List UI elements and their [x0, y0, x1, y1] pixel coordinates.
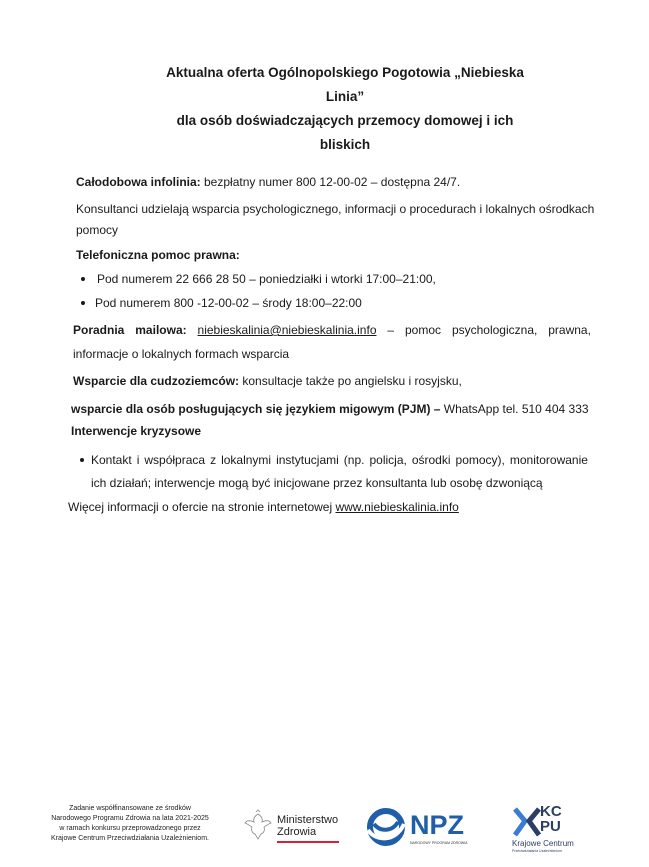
interwencje-word: policja, [369, 453, 407, 467]
pjm-line [71, 402, 589, 416]
interwencje-heading: Interwencje kryzysowe [71, 424, 202, 438]
kcpu-letters-1: KC [540, 803, 562, 820]
konsultanci-line-2: pomocy [76, 223, 119, 237]
npz-subtitle: NARODOWY PROGRAM ZDROWIA [410, 841, 468, 845]
ministerstwo-zdrowia-logo [243, 808, 343, 848]
kcpu-name: Krajowe Centrum [512, 839, 574, 848]
title-line-1: Aktualna oferta Ogólnopolskiego Pogotowia „Niebieska [166, 65, 524, 80]
mailowa-word: – [387, 323, 395, 337]
infolinia-text: bezpłatny numer 800 12-00-02 – dostępna 24/7. [200, 175, 461, 189]
cudzoziemcy-text: konsultacje także po angielsku i rosyjsku, [239, 374, 462, 388]
sponsor-line: Narodowego Programu Zdrowia na lata 2021-2025 [51, 815, 209, 822]
kcpu-letters-2: PU [540, 818, 561, 835]
mz-line-2: Zdrowia [277, 826, 317, 838]
interwencje-word: i [136, 453, 140, 467]
sponsor-line: Zadanie współfinansowane ze środków [69, 805, 191, 812]
sponsor-line: Krajowe Centrum Przeciwdziałania Uzależnieniom. [51, 835, 209, 842]
mailowa-word: prawna, [548, 323, 591, 337]
prawna-item-1: Pod numerem 22 666 28 50 – poniedziałki i wtorki 17:00–21:00, [97, 272, 436, 286]
interwencje-word: ośrodki [411, 453, 451, 467]
website-link[interactable]: www.niebieskalinia.info [335, 500, 459, 514]
kcpu-logo [512, 803, 582, 856]
mailowa-word: mailowa: [135, 323, 187, 337]
interwencje-word: lokalnymi [221, 453, 272, 467]
sponsor-note [30, 804, 230, 844]
mailowa-line-1 [73, 323, 591, 337]
pjm-text: WhatsApp tel. 510 404 333 [440, 402, 589, 416]
kcpu-letters [540, 804, 562, 834]
interwencje-line-1 [91, 453, 588, 467]
mailowa-word: pomoc [405, 323, 442, 337]
cudzoziemcy-line [73, 374, 462, 388]
mz-text [277, 814, 338, 838]
sponsor-line: w ramach konkursu przeprowadzonego przez [59, 825, 201, 832]
pjm-label: wsparcie dla osób posługujących się językiem migowym (PJM) – [71, 402, 441, 416]
wiecej-line [68, 500, 459, 514]
kcpu-subtitle: Przeciwdziałania Uzależnieniom [512, 849, 562, 853]
npz-swirl-icon [364, 808, 408, 846]
prawna-item-2: Pod numerem 800 -12-00-02 – środy 18:00–22:00 [95, 296, 362, 310]
interwencje-word: instytucjami [276, 453, 339, 467]
interwencje-word: współpraca [144, 453, 206, 467]
interwencje-line-2: ich działań; interwencje mogą być inicjowane przez konsultanta lub osobę dzwoniącą [91, 476, 543, 490]
mz-red-bar [277, 841, 339, 843]
cudzoziemcy-label: Wsparcie dla cudzoziemców: [73, 374, 240, 388]
mailowa-word: Poradnia [73, 323, 125, 337]
npz-text: NPZ [410, 810, 464, 840]
infolinia-line [76, 175, 460, 189]
eagle-emblem-icon [243, 808, 273, 844]
interwencje-word: monitorowanie [509, 453, 588, 467]
mailowa-word: psychologiczna, [451, 323, 538, 337]
konsultanci-line-1: Konsultanci udzielają wsparcia psychologicznego, informacji o procedurach i lokalnych ośrodkach [76, 202, 595, 216]
wiecej-text: Więcej informacji o ofercie na stronie internetowej [68, 500, 336, 514]
title-line-3: dla osób doświadczających przemocy domowej i ich [176, 113, 514, 128]
prawna-heading: Telefoniczna pomoc prawna: [76, 248, 240, 262]
bullet-dot-icon [81, 277, 85, 281]
mailowa-line-2: informacje o lokalnych formach wsparcia [73, 347, 290, 361]
interwencje-word: z [210, 453, 217, 467]
mz-line-1: Ministerstwo [277, 814, 339, 826]
npz-logo [364, 808, 479, 850]
interwencje-word: (np. [343, 453, 365, 467]
email-link[interactable]: niebieskalinia@niebieskalinia.info [197, 323, 377, 337]
title-line-2: Linia” [325, 89, 365, 104]
kcpu-x-icon [512, 806, 542, 838]
interwencje-word: Kontakt [91, 453, 132, 467]
interwencje-word: pomocy), [455, 453, 505, 467]
document-title [150, 61, 540, 157]
title-line-4: bliskich [319, 137, 371, 152]
bullet-dot-icon [80, 458, 84, 462]
bullet-dot-icon [81, 301, 85, 305]
infolinia-label: Całodobowa infolinia: [76, 175, 201, 189]
